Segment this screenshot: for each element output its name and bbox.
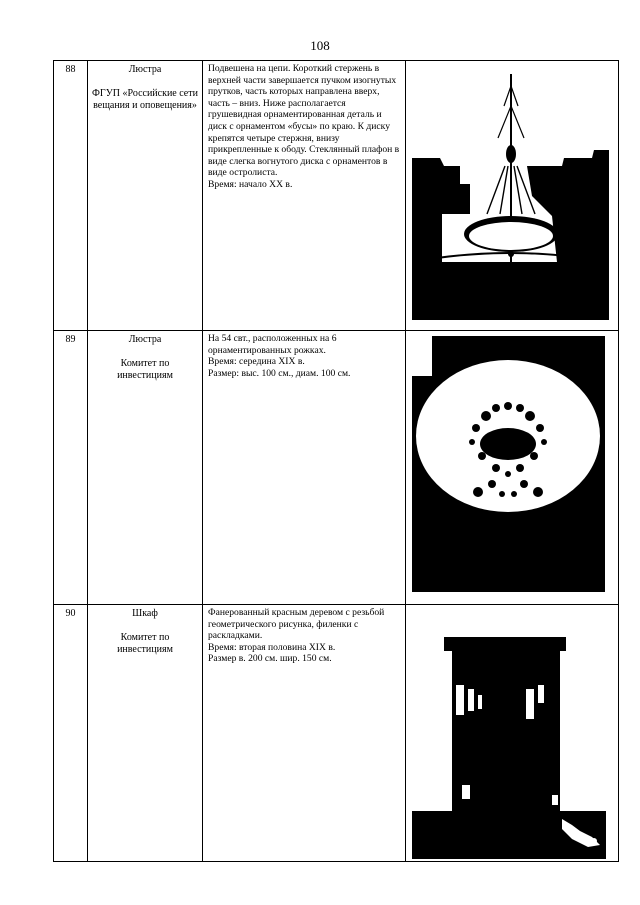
chandelier-photo (412, 66, 609, 320)
item-time: Время: начало XX в. (208, 178, 293, 190)
item-object-cell (88, 331, 203, 605)
item-object-cell (88, 605, 203, 862)
item-number: 90 (54, 605, 88, 862)
item-object-cell (88, 61, 203, 331)
item-photo-cell (406, 61, 619, 331)
item-size: Размер в. 200 см. шир. 150 см. (208, 653, 332, 665)
item-description: Фанерованный красным деревом с резьбой геометрического рисунка, филенки с раскладками. (208, 607, 385, 642)
item-time: Время: середина XIX в. (208, 356, 305, 368)
item-owner: Комитет по инвестициям (117, 358, 173, 381)
item-description: На 54 свт., расположенных на 6 орнаментированных рожках. (208, 333, 337, 356)
chandelier-ornamented-photo (412, 336, 605, 592)
item-description-cell (203, 605, 406, 862)
item-name: Люстра (128, 64, 162, 75)
item-photo-cell (406, 605, 619, 862)
item-owner: ФГУП «Российские сети вещания и оповещения» (92, 88, 198, 111)
item-name: Люстра (128, 334, 162, 345)
item-photo-cell (406, 331, 619, 605)
item-owner: Комитет по инвестициям (117, 632, 173, 655)
item-size: Размер: выс. 100 см., диам. 100 см. (208, 367, 351, 379)
item-name: Шкаф (132, 608, 158, 619)
table-row (54, 61, 619, 331)
table-row (54, 331, 619, 605)
item-number: 89 (54, 331, 88, 605)
item-description-cell (203, 61, 406, 331)
table-row (54, 605, 619, 862)
catalog-table (53, 60, 619, 862)
item-description-cell (203, 331, 406, 605)
item-description: Подвешена на цепи. Короткий стержень в верхней части завершается пучком изогнутых прутков, часть которых направлена вверх, часть – вниз. Ниже располагается грушевидная орнаментированная деталь и диск с орнаментом «бусы» по краю. К диску крепятся четыре стержня, внизу прикрепленные к ободу. Стеклянный плафон в виде слегка вогнутого диска с орнаментов в виде остролиста. (208, 63, 400, 179)
item-number: 88 (54, 61, 88, 331)
page-number: 108 (310, 38, 330, 53)
item-time: Время: вторая половина XIX в. (208, 641, 336, 653)
cabinet-photo (412, 615, 606, 859)
